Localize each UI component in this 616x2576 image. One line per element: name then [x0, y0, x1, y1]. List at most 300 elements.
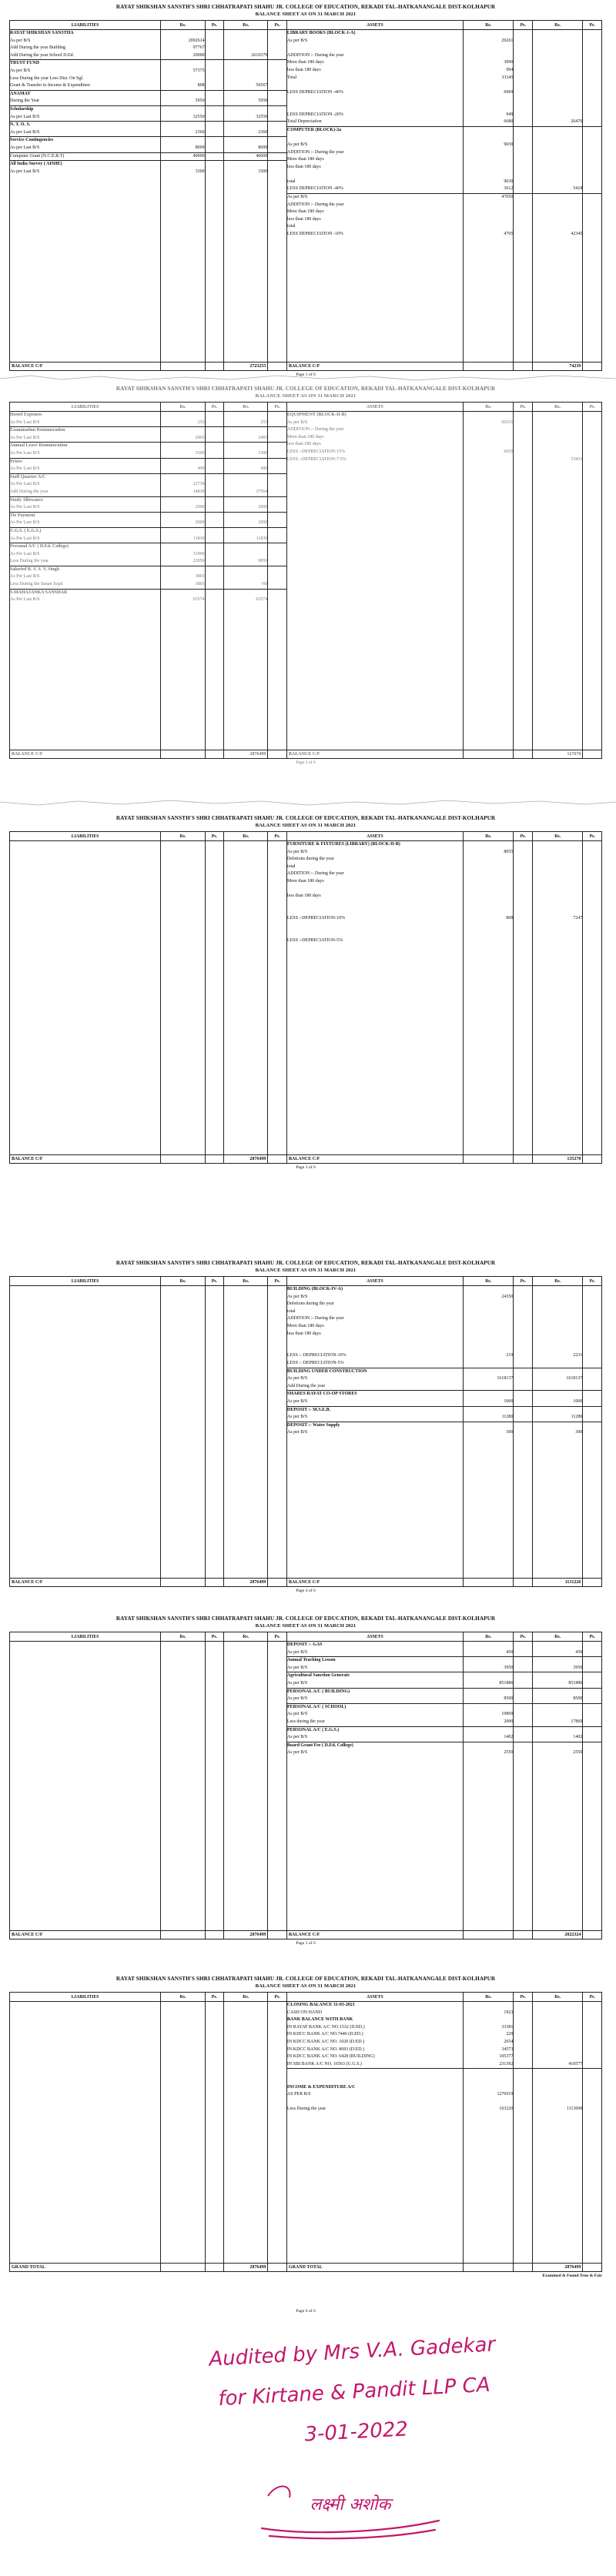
assets-paise-column [514, 1286, 533, 1579]
assets-group [583, 841, 601, 944]
line-item-label [287, 104, 463, 112]
assets-header: ASSETS [286, 1993, 463, 2002]
line-item-amount [161, 75, 204, 83]
line-item-total-paise [583, 179, 601, 186]
line-item-amount [464, 1704, 513, 1712]
balance-sheet-title: BALANCE SHEET AS ON 31 MARCH 2021 [255, 823, 357, 828]
assets-group [464, 1689, 513, 1704]
balance-sheet-table [9, 831, 602, 1164]
line-item-total-paise [583, 59, 601, 67]
line-item-amount [464, 82, 513, 89]
line-item-total [533, 1689, 582, 1696]
liabilities-group [224, 528, 267, 543]
line-item-paise [514, 1338, 532, 1345]
line-item-total-paise [583, 937, 601, 945]
line-item-total [533, 878, 582, 886]
liabilities-group [268, 427, 286, 443]
line-item-paise [206, 114, 224, 122]
line-item-total: 3950 [573, 1665, 583, 1670]
liabilities-header: LIABILITIES [10, 1632, 161, 1642]
line-item-label: RAYAT SHIKSHAN SANSTHA [10, 31, 74, 35]
line-item-paise [514, 412, 532, 419]
line-item-total-paise [583, 900, 601, 908]
assets-paise-column [514, 2002, 533, 2264]
line-item-total [533, 923, 582, 931]
liabilities-group [224, 474, 267, 497]
line-item-total-paise [268, 52, 286, 60]
line-item-label: total [286, 1308, 296, 1314]
line-item-total [533, 907, 582, 915]
line-item-amount [161, 513, 204, 520]
liabilities-group [161, 91, 204, 106]
society-title: RAYAT SHIKSHAN SANSTH'S SHRI CHHATRAPATI SHAHU JR. COLLEGE OF EDUCATION, REKADI TAL-HATKANANGALE DIST-KOLHAPUR [116, 4, 496, 10]
line-item-label: More than 180 days [286, 878, 324, 884]
line-item-total: 2231 [573, 1353, 583, 1358]
line-item-amount: 2092614 [188, 38, 205, 43]
assets-group [464, 1727, 513, 1742]
line-item-total [533, 2046, 582, 2054]
line-item-paise [514, 2024, 532, 2032]
line-item-paise [206, 91, 224, 99]
liabilities-group [161, 30, 204, 60]
table-header [10, 832, 602, 841]
line-item-label: As Per Last B/S [10, 466, 40, 472]
line-item-label: less than 180 days [286, 164, 321, 169]
line-item-total-paise [583, 1294, 601, 1301]
line-item-label: LESS :-DEPRECIATION-7.5% [286, 456, 346, 462]
line-item-amount: 255 [197, 419, 205, 425]
balance-sheet-title: BALANCE SHEET AS ON 31 MARCH 2021 [255, 393, 357, 399]
line-item-paise [514, 893, 532, 900]
line-item-total-paise [583, 1308, 601, 1316]
line-item-amount [464, 45, 513, 52]
line-item-paise [514, 112, 532, 119]
line-item-amount [464, 1383, 513, 1391]
line-item-total-paise [583, 1286, 601, 1294]
line-item-paise [206, 474, 224, 482]
liabilities-group [268, 459, 286, 474]
line-item-paise [514, 1672, 532, 1680]
line-item-total [533, 1711, 582, 1719]
line-item-paise [514, 449, 532, 456]
line-item-total-paise [583, 434, 601, 442]
assets-group [533, 2069, 582, 2113]
line-item-paise [206, 581, 224, 589]
total-row [10, 363, 602, 371]
assets-group [533, 1727, 582, 1742]
line-item-label: AS PER B/S [286, 2092, 311, 2097]
line-item-paise [514, 96, 532, 104]
liabilities-group [268, 528, 286, 543]
line-item-amount: 3090 [504, 60, 514, 65]
line-item-paise [514, 1727, 532, 1735]
total-left-amount: 2876499 [224, 1579, 268, 1587]
line-item-total: Nil [261, 582, 268, 587]
society-title: RAYAT SHIKSHAN SANSTH'S SHRI CHHATRAPATI SHAHU JR. COLLEGE OF EDUCATION, REKADI TAL-HATKANANGALE DIST-KOLHAPUR [116, 1976, 496, 1982]
line-item-total [533, 216, 582, 224]
line-item-label: As per B/S [286, 1376, 308, 1382]
assets-amount-column [463, 1642, 513, 1931]
line-item-amount [464, 30, 513, 38]
line-item-total-paise [583, 1711, 601, 1719]
line-item-total-paise [583, 2091, 601, 2099]
line-item-total [533, 864, 582, 871]
line-item-paise [514, 1689, 532, 1696]
liabilities-paise-column [205, 841, 224, 1155]
line-item-paise [514, 1429, 532, 1437]
assets-group [464, 1368, 513, 1392]
liabilities-group [224, 106, 267, 122]
assets-total-paise-column [583, 1642, 602, 1931]
line-item-total: 7247 [573, 915, 583, 920]
line-item-total [533, 149, 582, 157]
line-item-label: As per B/S [286, 1750, 308, 1756]
line-item-label: Tie Payment [10, 513, 35, 518]
line-item-total-paise [268, 489, 286, 496]
assets-group [287, 1642, 463, 1657]
line-item-total-paise [583, 1352, 601, 1360]
line-item-total [533, 419, 582, 427]
rs-header: Rs. [224, 1993, 268, 2002]
line-item-label: ANAMAT [10, 91, 31, 96]
line-item-total-paise [268, 435, 286, 443]
line-item-amount [161, 30, 204, 38]
liabilities-group [161, 513, 204, 528]
liabilities-label-column [10, 30, 161, 363]
line-item-amount [464, 864, 513, 871]
ps-header: Ps. [514, 1632, 533, 1642]
liabilities-group [161, 566, 204, 590]
line-item-total [533, 52, 582, 60]
liabilities-group [10, 412, 160, 427]
liabilities-paise-column [205, 412, 224, 750]
line-item-paise [514, 1352, 532, 1360]
assets-group [287, 1368, 463, 1392]
line-item-total [533, 1672, 582, 1680]
line-item-label [287, 2077, 463, 2084]
assets-group [287, 1391, 463, 1406]
line-item-label: As Per Last B/S [10, 482, 40, 487]
line-item-label: PERSONAL A/C ( BUILDING) [286, 1689, 350, 1694]
line-item-total [224, 137, 267, 145]
line-item-amount: 163220 [499, 2107, 514, 2112]
rs-header: Rs. [224, 21, 268, 30]
line-item-label: DEPOSIT :- M.S.E.B. [286, 1407, 331, 1412]
assets-group [533, 1422, 582, 1437]
liabilities-total-column [224, 1286, 268, 1579]
line-item-total [533, 426, 582, 434]
line-item-total [533, 1727, 582, 1735]
liabilities-group [224, 30, 267, 60]
line-item-total-paise [583, 449, 601, 456]
line-item-amount [161, 443, 204, 450]
assets-label-column [286, 2002, 463, 2264]
line-item-paise [514, 216, 532, 224]
line-item-total [533, 104, 582, 112]
liabilities-paise-column [205, 30, 224, 363]
line-item-amount [161, 161, 204, 169]
line-item-total-paise [583, 2084, 601, 2092]
line-item-total-paise [268, 551, 286, 559]
line-item-paise [514, 1749, 532, 1757]
line-item-total-paise [268, 68, 286, 75]
table-header [10, 403, 602, 412]
line-item-label: PERSONAL A/C ( E.G.S.) [286, 1727, 340, 1732]
ps-header: Ps. [205, 1277, 224, 1286]
liabilities-group [268, 30, 286, 60]
line-item-amount: 3612 [504, 186, 514, 192]
assets-group [464, 1391, 513, 1406]
line-item-amount: 9030 [504, 179, 514, 184]
line-item-total [533, 1742, 582, 1750]
line-item-total-paise [268, 169, 286, 176]
line-item-paise [206, 145, 224, 152]
rs-header: Rs. [532, 403, 582, 412]
line-item-paise [514, 202, 532, 209]
line-item-paise [206, 45, 224, 52]
liabilities-group [224, 153, 267, 162]
line-item-paise [206, 435, 224, 443]
line-item-paise [514, 1323, 532, 1331]
line-item-total-paise [583, 52, 601, 60]
total-left-label: BALANCE C/F [10, 363, 161, 371]
line-item-paise [206, 504, 224, 512]
line-item-total-paise [583, 2024, 601, 2032]
line-item-paise [206, 566, 224, 574]
line-item-total-paise [583, 886, 601, 894]
line-item-paise [514, 923, 532, 931]
line-item-paise [206, 122, 224, 129]
line-item-paise [206, 551, 224, 559]
table-body [10, 1642, 602, 1931]
line-item-label [287, 1345, 463, 1353]
liabilities-group [206, 60, 224, 90]
line-item-label: S.MAHAJANKA SANSHAR [10, 590, 68, 595]
audit-note-line-1: Audited by Mrs V.A. Gadekar [208, 2333, 496, 2371]
line-item-label [287, 82, 463, 89]
line-item-label: As per Last B/S [10, 114, 40, 119]
line-item-total-paise [583, 870, 601, 878]
line-item-amount [464, 127, 513, 135]
line-item-total [533, 2084, 582, 2092]
line-item-total-paise [583, 1719, 601, 1726]
verification-note: Examined & Found True & Fair [542, 2274, 602, 2278]
line-item-total-paise [583, 1642, 601, 1649]
line-item-paise [514, 2099, 532, 2107]
line-item-total [533, 841, 582, 849]
line-item-paise [514, 52, 532, 60]
line-item-total-paise [583, 915, 601, 923]
line-item-total-paise [583, 223, 601, 231]
liabilities-total-column [224, 841, 268, 1155]
total-right-amount: 2876499 [532, 2264, 582, 2272]
line-item-total [224, 543, 267, 551]
assets-total-column [532, 30, 582, 363]
line-item-amount [464, 1368, 513, 1376]
line-item-label: Less During the year Less Dist. On Sgl. [10, 75, 84, 81]
line-item-amount [464, 1407, 513, 1415]
line-item-total [533, 900, 582, 908]
balance-sheet-page-2 [9, 385, 602, 765]
line-item-total-paise [583, 1734, 601, 1742]
assets-group [533, 412, 582, 463]
assets-group [533, 1672, 582, 1688]
line-item-total-paise [583, 45, 601, 52]
assets-group [583, 1368, 601, 1392]
ps-header: Ps. [205, 1993, 224, 2002]
line-item-paise [514, 75, 532, 82]
liabilities-group [206, 427, 224, 443]
assets-group [583, 1727, 601, 1742]
line-item-amount: 2000 [195, 505, 205, 510]
line-item-total-paise [583, 419, 601, 427]
line-item-total [533, 1308, 582, 1316]
rs-header: Rs. [463, 1632, 513, 1642]
line-item-amount [161, 60, 204, 68]
line-item-total-paise [583, 1689, 601, 1696]
line-item-paise [514, 907, 532, 915]
assets-group [464, 1672, 513, 1688]
line-item-total [533, 1422, 582, 1430]
page-heading [9, 3, 602, 18]
line-item-amount: 2360 [195, 129, 205, 135]
line-item-label: More than 180 days [286, 209, 324, 215]
line-item-total-paise [583, 2002, 601, 2010]
assets-group [514, 1657, 532, 1672]
liabilities-group [268, 91, 286, 106]
line-item-total [533, 1331, 582, 1338]
line-item-label: As per B/S [10, 38, 31, 43]
line-item-amount: 57375 [192, 68, 205, 73]
line-item-total-paise [583, 426, 601, 434]
line-item-amount: 300 [506, 1430, 514, 1435]
line-item-amount [161, 137, 204, 145]
line-item-total-paise [583, 856, 601, 864]
line-item-label [287, 907, 463, 915]
liabilities-amount-column [161, 412, 205, 750]
line-item-total: 8500 [573, 1696, 583, 1702]
line-item-amount [464, 1672, 513, 1680]
line-item-paise [206, 68, 224, 75]
line-item-paise [514, 1308, 532, 1316]
assets-group [533, 1642, 582, 1657]
total-left-amount: 2723255 [224, 363, 268, 371]
liabilities-group [224, 543, 267, 566]
line-item-paise [514, 1391, 532, 1398]
line-item-total [533, 886, 582, 894]
assets-header: ASSETS [286, 1277, 463, 1286]
line-item-total: 5418 [573, 186, 583, 192]
line-item-paise [514, 1719, 532, 1726]
assets-group [583, 127, 601, 194]
line-item-total-paise [583, 1331, 601, 1338]
line-item-label: All India Survey ( AISHE) [10, 162, 62, 167]
line-item-label: Prizes [10, 459, 22, 464]
line-item-paise [514, 38, 532, 45]
line-item-total-paise [583, 1301, 601, 1308]
signature-flourish [262, 2521, 439, 2538]
line-item-label [287, 171, 463, 179]
line-item-total [224, 122, 267, 129]
line-item-amount [464, 886, 513, 894]
line-item-amount: 808 [197, 83, 205, 89]
rs-header: Rs. [161, 403, 205, 412]
line-item-total-paise [583, 75, 601, 82]
line-item-amount [464, 1742, 513, 1750]
rs-header: Rs. [532, 1632, 582, 1642]
line-item-total-paise [583, 2077, 601, 2084]
line-item-total: 499 [260, 466, 268, 472]
line-item-total-paise [583, 1665, 601, 1672]
line-item-label: total [286, 864, 296, 869]
rs-header: Rs. [224, 1632, 268, 1642]
assets-group [287, 1422, 463, 1437]
rs-header: Rs. [161, 1277, 205, 1286]
line-item-amount [464, 456, 513, 464]
line-item-total: 11830 [256, 536, 268, 541]
line-item-total [533, 164, 582, 172]
line-item-total [533, 1286, 582, 1294]
line-item-label: Staff Quarter A/C [10, 474, 46, 479]
liabilities-group [161, 427, 204, 443]
line-item-total [224, 551, 267, 559]
liabilities-group [161, 528, 204, 543]
line-item-amount: 994 [506, 67, 514, 72]
line-item-amount: 9030 [504, 142, 514, 147]
liabilities-group [10, 566, 160, 590]
line-item-amount [161, 566, 204, 574]
assets-total-paise-column [583, 2002, 602, 2264]
line-item-total: 2000 [258, 505, 268, 510]
line-item-total: 410577 [568, 2061, 583, 2066]
line-item-total-paise [268, 450, 286, 458]
line-item-total-paise [583, 2099, 601, 2107]
line-item-label: PERSONAL A/C ( SCHOOL) [286, 1704, 346, 1709]
liabilities-group [161, 497, 204, 513]
line-item-paise [206, 513, 224, 520]
line-item-paise [206, 169, 224, 176]
line-item-amount: 231392 [499, 2061, 514, 2066]
line-item-total-paise [583, 841, 601, 849]
line-item-total-paise [583, 2069, 601, 2077]
line-item-total [533, 2039, 582, 2046]
line-item-total-paise [268, 596, 286, 604]
assets-group [583, 1657, 601, 1672]
society-title: RAYAT SHIKSHAN SANSTH'S SHRI CHHATRAPATI SHAHU JR. COLLEGE OF EDUCATION, REKADI TAL-HATKANANGALE DIST-KOLHAPUR [116, 386, 496, 392]
liabilities-group [224, 122, 267, 137]
line-item-total [533, 1368, 582, 1376]
line-item-total-paise [583, 1375, 601, 1383]
line-item-total: 3300 [258, 450, 268, 456]
line-item-paise [206, 52, 224, 60]
total-left-label: BALANCE C/F [10, 1155, 161, 1164]
line-item-label: Service Contingencies [10, 138, 54, 143]
liabilities-amount-column [161, 1642, 205, 1931]
line-item-total: 63574 [256, 597, 268, 603]
page-footer: Page 5 of 6 [296, 1941, 316, 1946]
line-item-paise [514, 1665, 532, 1672]
line-item-label: LESS :- DEPRECIATION-10% [286, 1353, 346, 1358]
line-item-paise [514, 937, 532, 945]
total-left-label: GRAND TOTAL [10, 2264, 161, 2272]
line-item-total-paise [583, 216, 601, 224]
assets-header: ASSETS [286, 832, 463, 841]
assets-amount-column [463, 2002, 513, 2264]
line-item-amount: 219 [506, 1353, 514, 1358]
line-item-paise [514, 878, 532, 886]
line-item-paise [206, 161, 224, 169]
line-item-label: CASH ON HAND [286, 2010, 322, 2015]
